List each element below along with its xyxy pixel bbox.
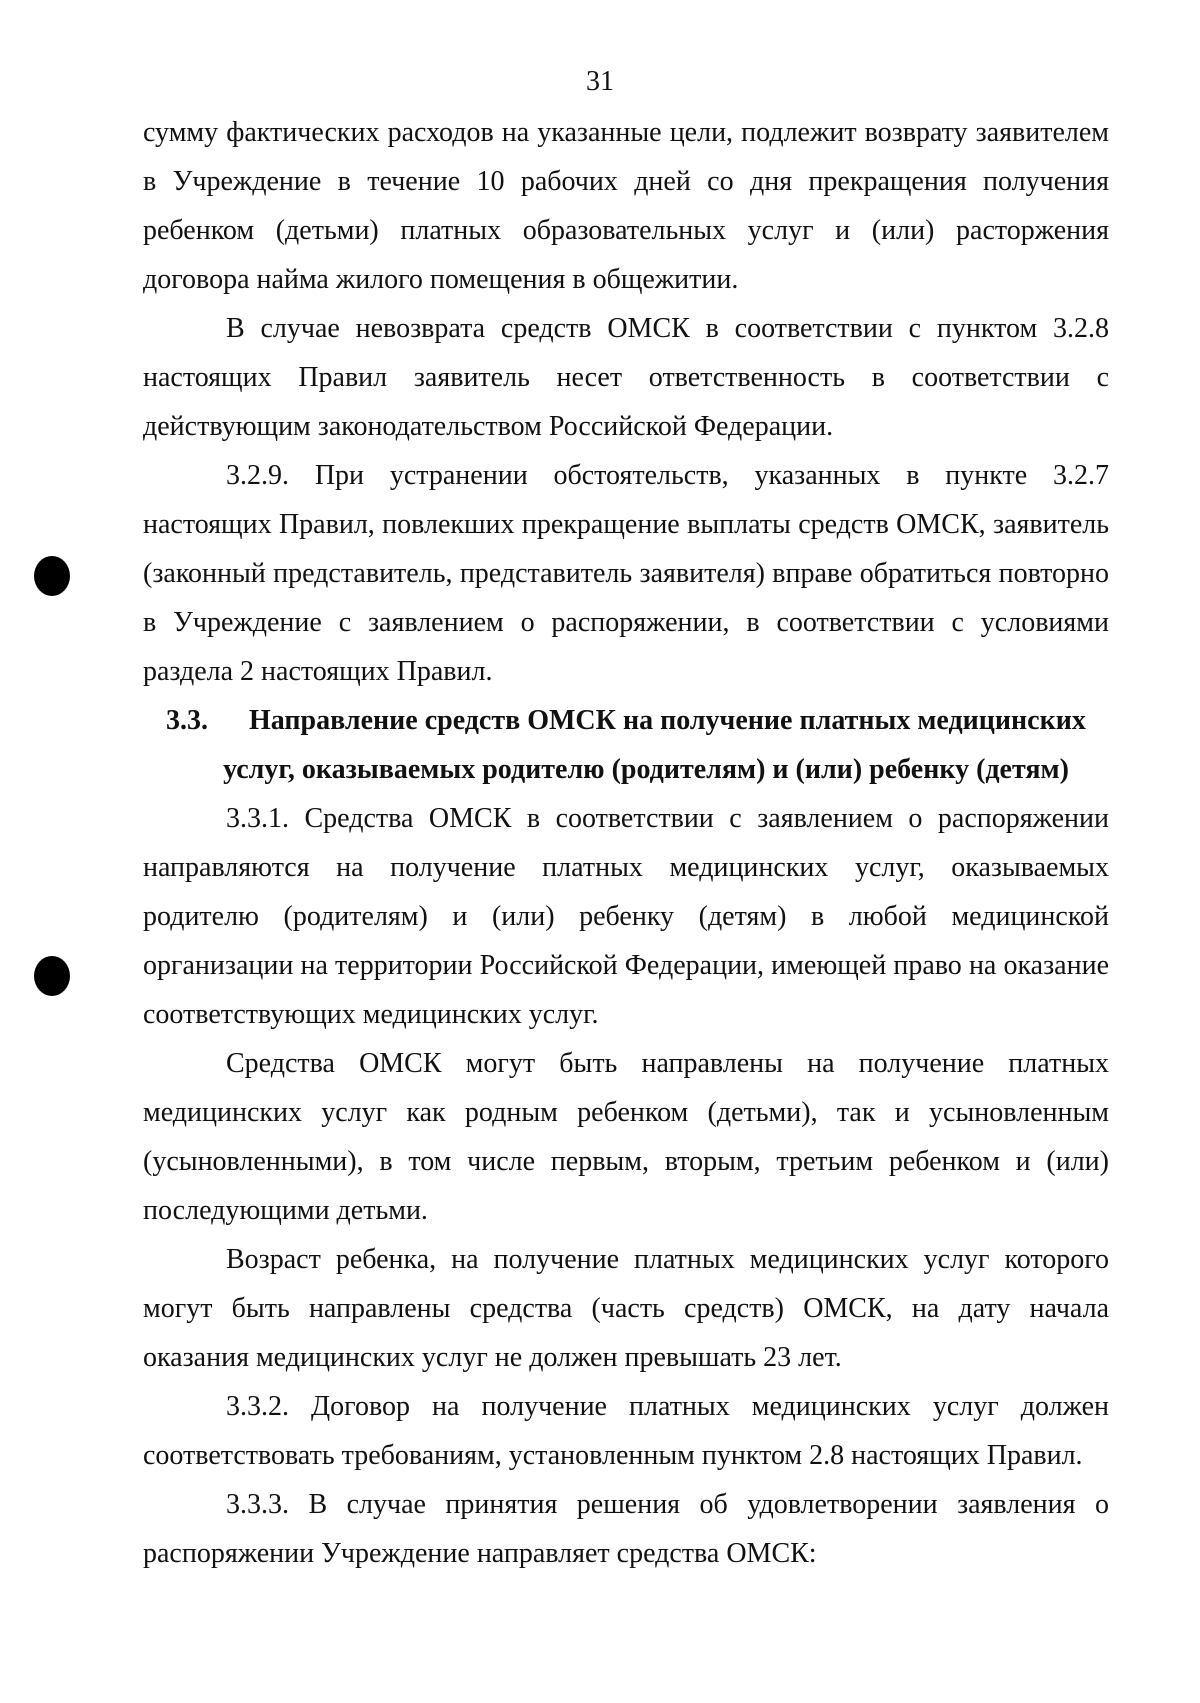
paragraph: Средства ОМСК могут быть направлены на получение платных медицинских услуг как родным ребенком (детьми), так и усыновленным (усыновленными), в том числе первым, вторым, третьим ребенком и (или) последующими детьми. (143, 1048, 1109, 1226)
document-body (143, 108, 1109, 1578)
paragraph: сумму фактических расходов на указанные цели, подлежит возврату заявителем в Учреждение в течение 10 рабочих дней со дня прекращения получения ребенком (детьми) платных образовательных услуг и (или) расторжения договора найма жилого помещения в общежитии. (143, 117, 1109, 295)
punch-hole-mark (34, 556, 70, 596)
paragraph: В случае невозврата средств ОМСК в соответствии с пунктом 3.2.8 настоящих Правил заявитель несет ответственность в соответствии с действующим законодательством Российской Федерации. (143, 313, 1109, 442)
page-number: 31 (586, 66, 614, 97)
paragraph: 3.3.1. Средства ОМСК в соответствии с заявлением о распоряжении направляются на получение платных медицинских услуг, оказываемых родителю (родителям) и (или) ребенку (детям) в любой медицинской организации на территории Российской Федерации, имеющей право на оказание соответствующих медицинских услуг. (143, 803, 1109, 1030)
punch-hole-mark (34, 956, 70, 996)
section-heading (143, 696, 1109, 745)
paragraph: 3.3.3. В случае принятия решения об удовлетворении заявления о распоряжении Учреждение направляет средства ОМСК: (143, 1489, 1109, 1569)
section-number: 3.3. (166, 705, 208, 736)
paragraph: 3.3.2. Договор на получение платных медицинских услуг должен соответствовать требованиям, установленным пунктом 2.8 настоящих Правил. (143, 1391, 1109, 1471)
section-title-line1: Направление средств ОМСК на получение платных медицинских (249, 705, 1086, 736)
paragraph: 3.2.9. При устранении обстоятельств, указанных в пункте 3.2.7 настоящих Правил, повлекших прекращение выплаты средств ОМСК, заявитель (законный представитель, представитель заявителя) вправе обратиться повторно в Учреждение с заявлением о распоряжении, в соответствии с условиями раздела 2 настоящих Правил. (143, 460, 1109, 687)
section-title-line2: услуг, оказываемых родителю (родителям) и (или) ребенку (детям) (223, 754, 1069, 785)
paragraph: Возраст ребенка, на получение платных медицинских услуг которого могут быть направлены средства (часть средств) ОМСК, на дату начала оказания медицинских услуг не должен превышать 23 лет. (143, 1244, 1109, 1373)
